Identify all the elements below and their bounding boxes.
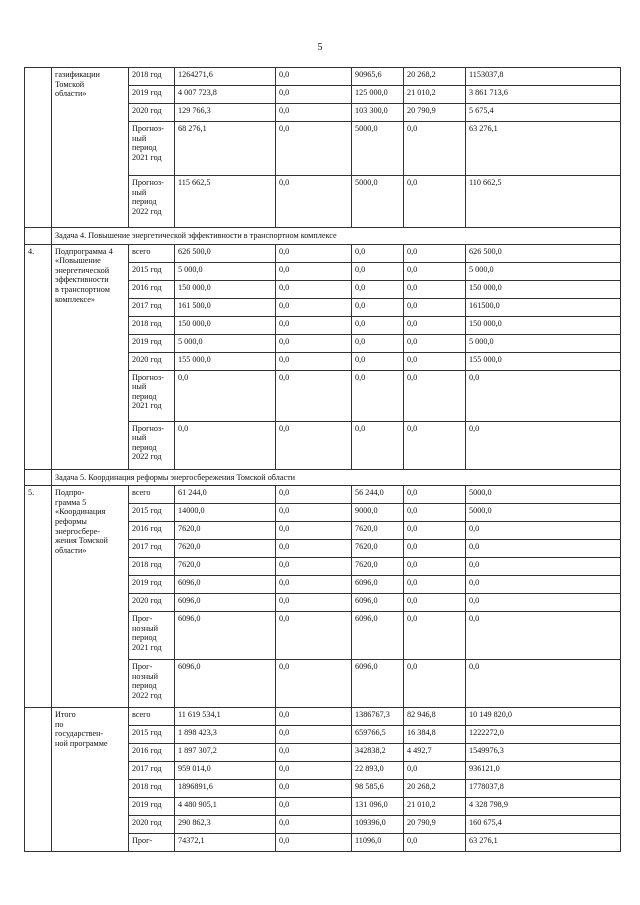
value-cell: 0,0 <box>404 316 466 334</box>
section-row <box>25 228 621 245</box>
value-cell: 110 662,5 <box>466 176 621 228</box>
period-label: Прог- нозный период 2021 год <box>129 612 175 660</box>
value-cell: 6096,0 <box>175 612 276 660</box>
value-cell: 0,0 <box>466 612 621 660</box>
value-cell: 0,0 <box>352 316 404 334</box>
value-cell: 125 000,0 <box>352 86 404 104</box>
value-cell: 5000,0 <box>466 504 621 522</box>
value-cell: 0,0 <box>276 660 352 708</box>
value-cell: 5 675,4 <box>466 104 621 122</box>
value-cell: 82 946,8 <box>404 708 466 726</box>
value-cell: 0,0 <box>404 660 466 708</box>
value-cell: 0,0 <box>466 660 621 708</box>
value-cell: 150 000,0 <box>175 316 276 334</box>
value-cell: 0,0 <box>404 558 466 576</box>
section-num-cell <box>25 469 52 486</box>
value-cell: 4 328 798,9 <box>466 798 621 816</box>
period-label: Прогноз- ный период 2022 год <box>129 421 175 469</box>
period-label: 2018 год <box>129 558 175 576</box>
section-title: Задача 4. Повышение энергетической эффективности в транспортном комплексе <box>52 228 621 245</box>
value-cell: 0,0 <box>404 370 466 421</box>
value-cell: 0,0 <box>276 762 352 780</box>
value-cell: 5 000,0 <box>466 334 621 352</box>
value-cell: 0,0 <box>404 522 466 540</box>
value-cell: 0,0 <box>276 262 352 280</box>
period-label: 2019 год <box>129 798 175 816</box>
value-cell: 61 244,0 <box>175 486 276 504</box>
value-cell: 0,0 <box>404 352 466 370</box>
value-cell: 20 268,2 <box>404 68 466 86</box>
value-cell: 0,0 <box>352 280 404 298</box>
section-title: Задача 5. Координация реформы энергосбережения Томской области <box>52 469 621 486</box>
value-cell: 0,0 <box>276 104 352 122</box>
value-cell: 0,0 <box>276 86 352 104</box>
period-label: 2020 год <box>129 352 175 370</box>
period-label: Прог- нозный период 2022 год <box>129 660 175 708</box>
value-cell: 0,0 <box>404 540 466 558</box>
period-label: 2020 год <box>129 594 175 612</box>
value-cell: 0,0 <box>276 540 352 558</box>
value-cell: 155 000,0 <box>466 352 621 370</box>
value-cell: 5000,0 <box>466 486 621 504</box>
value-cell: 0,0 <box>276 816 352 834</box>
value-cell: 0,0 <box>276 798 352 816</box>
value-cell: 0,0 <box>276 522 352 540</box>
value-cell: 9000,0 <box>352 504 404 522</box>
value-cell: 0,0 <box>352 370 404 421</box>
period-label: Прог- <box>129 834 175 852</box>
table-row <box>25 244 621 262</box>
value-cell: 150 000,0 <box>466 316 621 334</box>
value-cell: 0,0 <box>276 708 352 726</box>
value-cell: 7620,0 <box>352 540 404 558</box>
value-cell: 0,0 <box>404 594 466 612</box>
program-name: Подпрограмма 4 «Повышение энергетической эффективности в транспортном комплексе» <box>52 244 129 469</box>
value-cell: 160 675,4 <box>466 816 621 834</box>
row-number: 4. <box>25 244 52 469</box>
value-cell: 290 862,3 <box>175 816 276 834</box>
value-cell: 115 662,5 <box>175 176 276 228</box>
value-cell: 56 244,0 <box>352 486 404 504</box>
value-cell: 0,0 <box>404 334 466 352</box>
value-cell: 6096,0 <box>352 612 404 660</box>
value-cell: 74372,1 <box>175 834 276 852</box>
value-cell: 10 149 820,0 <box>466 708 621 726</box>
program-name: газификации Томской области» <box>52 68 129 228</box>
value-cell: 0,0 <box>276 68 352 86</box>
value-cell: 3 861 713,6 <box>466 86 621 104</box>
value-cell: 5000,0 <box>352 176 404 228</box>
value-cell: 20 790,9 <box>404 104 466 122</box>
value-cell: 131 096,0 <box>352 798 404 816</box>
value-cell: 68 276,1 <box>175 122 276 176</box>
value-cell: 0,0 <box>276 780 352 798</box>
period-label: 2016 год <box>129 280 175 298</box>
value-cell: 0,0 <box>276 370 352 421</box>
value-cell: 109396,0 <box>352 816 404 834</box>
value-cell: 626 500,0 <box>466 244 621 262</box>
value-cell: 0,0 <box>404 504 466 522</box>
value-cell: 21 010,2 <box>404 798 466 816</box>
value-cell: 7620,0 <box>352 558 404 576</box>
value-cell: 1264271,6 <box>175 68 276 86</box>
program-name: Итого по государствен- ной программе <box>52 708 129 852</box>
value-cell: 5 000,0 <box>175 262 276 280</box>
value-cell: 11096,0 <box>352 834 404 852</box>
value-cell: 6096,0 <box>352 660 404 708</box>
value-cell: 936121,0 <box>466 762 621 780</box>
value-cell: 0,0 <box>276 298 352 316</box>
value-cell: 0,0 <box>466 421 621 469</box>
value-cell: 1778037,8 <box>466 780 621 798</box>
value-cell: 4 492,7 <box>404 744 466 762</box>
value-cell: 7620,0 <box>175 522 276 540</box>
value-cell: 0,0 <box>404 122 466 176</box>
value-cell: 5 000,0 <box>175 334 276 352</box>
value-cell: 20 790,9 <box>404 816 466 834</box>
row-number <box>25 708 52 852</box>
value-cell: 90965,6 <box>352 68 404 86</box>
value-cell: 0,0 <box>404 262 466 280</box>
value-cell: 0,0 <box>352 244 404 262</box>
value-cell: 1222272,0 <box>466 726 621 744</box>
table-row <box>25 708 621 726</box>
section-num-cell <box>25 228 52 245</box>
row-number: 5. <box>25 486 52 708</box>
value-cell: 1 898 423,3 <box>175 726 276 744</box>
value-cell: 150 000,0 <box>466 280 621 298</box>
value-cell: 5 000,0 <box>466 262 621 280</box>
section-row <box>25 469 621 486</box>
period-label: 2015 год <box>129 726 175 744</box>
value-cell: 0,0 <box>404 176 466 228</box>
value-cell: 21 010,2 <box>404 86 466 104</box>
period-label: всего <box>129 708 175 726</box>
value-cell: 5000,0 <box>352 122 404 176</box>
period-label: 2018 год <box>129 780 175 798</box>
value-cell: 0,0 <box>276 280 352 298</box>
period-label: 2017 год <box>129 540 175 558</box>
value-cell: 98 585,6 <box>352 780 404 798</box>
value-cell: 342838,2 <box>352 744 404 762</box>
period-label: 2018 год <box>129 316 175 334</box>
value-cell: 0,0 <box>276 612 352 660</box>
value-cell: 0,0 <box>466 594 621 612</box>
value-cell: 7620,0 <box>352 522 404 540</box>
value-cell: 0,0 <box>276 176 352 228</box>
value-cell: 0,0 <box>175 370 276 421</box>
period-label: 2016 год <box>129 522 175 540</box>
value-cell: 0,0 <box>175 421 276 469</box>
value-cell: 0,0 <box>466 522 621 540</box>
value-cell: 161500,0 <box>466 298 621 316</box>
value-cell: 0,0 <box>276 421 352 469</box>
value-cell: 0,0 <box>404 834 466 852</box>
period-label: 2017 год <box>129 762 175 780</box>
period-label: всего <box>129 244 175 262</box>
period-label: 2015 год <box>129 262 175 280</box>
period-label: 2019 год <box>129 86 175 104</box>
value-cell: 0,0 <box>404 298 466 316</box>
value-cell: 0,0 <box>276 122 352 176</box>
value-cell: 0,0 <box>352 298 404 316</box>
value-cell: 11 619 534,1 <box>175 708 276 726</box>
period-label: Прогноз- ный период 2021 год <box>129 370 175 421</box>
value-cell: 0,0 <box>352 352 404 370</box>
value-cell: 0,0 <box>404 421 466 469</box>
table-row <box>25 486 621 504</box>
value-cell: 959 014,0 <box>175 762 276 780</box>
value-cell: 0,0 <box>276 486 352 504</box>
value-cell: 1386767,3 <box>352 708 404 726</box>
value-cell: 0,0 <box>276 558 352 576</box>
value-cell: 0,0 <box>404 486 466 504</box>
value-cell: 0,0 <box>276 334 352 352</box>
value-cell: 1 897 307,2 <box>175 744 276 762</box>
value-cell: 6096,0 <box>175 576 276 594</box>
value-cell: 63 276,1 <box>466 122 621 176</box>
table-row <box>25 68 621 86</box>
value-cell: 0,0 <box>352 334 404 352</box>
value-cell: 0,0 <box>276 834 352 852</box>
value-cell: 0,0 <box>276 726 352 744</box>
period-label: всего <box>129 486 175 504</box>
period-label: 2020 год <box>129 104 175 122</box>
value-cell: 0,0 <box>276 594 352 612</box>
value-cell: 16 384,8 <box>404 726 466 744</box>
value-cell: 155 000,0 <box>175 352 276 370</box>
value-cell: 0,0 <box>404 576 466 594</box>
page-number: 5 <box>317 42 323 53</box>
value-cell: 129 766,3 <box>175 104 276 122</box>
period-label: Прогноз- ный период 2022 год <box>129 176 175 228</box>
period-label: Прогноз- ный период 2021 год <box>129 122 175 176</box>
value-cell: 14000,0 <box>175 504 276 522</box>
program-name: Подпро- грамма 5 «Координация реформы энергосбере- жения Томской области» <box>52 486 129 708</box>
value-cell: 0,0 <box>404 612 466 660</box>
value-cell: 6096,0 <box>175 594 276 612</box>
value-cell: 0,0 <box>276 316 352 334</box>
table-body <box>25 68 621 852</box>
row-number <box>25 68 52 228</box>
period-label: 2015 год <box>129 504 175 522</box>
value-cell: 22 893,0 <box>352 762 404 780</box>
budget-table <box>24 67 621 852</box>
value-cell: 0,0 <box>466 576 621 594</box>
value-cell: 6096,0 <box>352 576 404 594</box>
value-cell: 103 300,0 <box>352 104 404 122</box>
value-cell: 4 007 723,8 <box>175 86 276 104</box>
value-cell: 0,0 <box>404 244 466 262</box>
value-cell: 1896891,6 <box>175 780 276 798</box>
value-cell: 0,0 <box>276 352 352 370</box>
value-cell: 0,0 <box>352 262 404 280</box>
period-label: 2018 год <box>129 68 175 86</box>
value-cell: 0,0 <box>404 280 466 298</box>
value-cell: 1153037,8 <box>466 68 621 86</box>
value-cell: 4 480 905,1 <box>175 798 276 816</box>
value-cell: 0,0 <box>276 576 352 594</box>
value-cell: 6096,0 <box>352 594 404 612</box>
value-cell: 0,0 <box>466 370 621 421</box>
value-cell: 150 000,0 <box>175 280 276 298</box>
value-cell: 0,0 <box>466 540 621 558</box>
value-cell: 1549976,3 <box>466 744 621 762</box>
value-cell: 0,0 <box>276 244 352 262</box>
period-label: 2016 год <box>129 744 175 762</box>
value-cell: 0,0 <box>404 762 466 780</box>
value-cell: 0,0 <box>352 421 404 469</box>
value-cell: 626 500,0 <box>175 244 276 262</box>
period-label: 2020 год <box>129 816 175 834</box>
period-label: 2019 год <box>129 334 175 352</box>
value-cell: 659766,5 <box>352 726 404 744</box>
value-cell: 7620,0 <box>175 558 276 576</box>
period-label: 2019 год <box>129 576 175 594</box>
period-label: 2017 год <box>129 298 175 316</box>
value-cell: 0,0 <box>466 558 621 576</box>
value-cell: 20 268,2 <box>404 780 466 798</box>
value-cell: 161 500,0 <box>175 298 276 316</box>
value-cell: 0,0 <box>276 744 352 762</box>
value-cell: 63 276,1 <box>466 834 621 852</box>
value-cell: 0,0 <box>276 504 352 522</box>
value-cell: 7620,0 <box>175 540 276 558</box>
value-cell: 6096,0 <box>175 660 276 708</box>
